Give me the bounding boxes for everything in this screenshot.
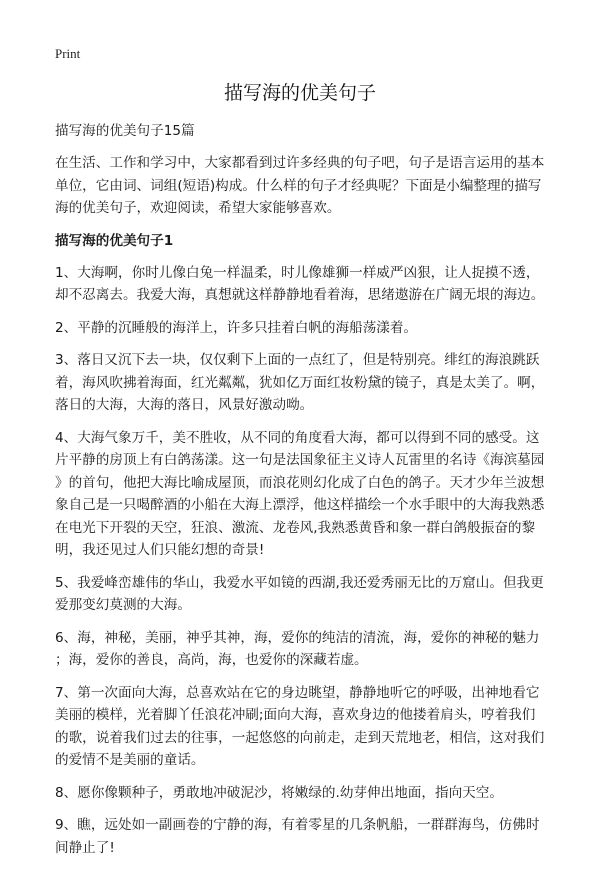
text-line: 4、大海气象万千，美不胜收，从不同的角度看大海，都可以得到不同的感受。这 <box>55 429 540 446</box>
text-line: 着，海风吹拂着海面，红光粼粼，犹如亿万面红妆粉黛的镜子，真是太美了。啊， <box>55 374 545 391</box>
text-line: ；海，爱你的善良，高尚，海，也爱你的深藏若虚。 <box>55 652 368 668</box>
page-title: 描写海的优美句子 <box>223 82 376 104</box>
document-body <box>55 120 575 869</box>
sentence-item <box>55 682 575 772</box>
print-link[interactable]: Print <box>55 46 81 61</box>
sentence-item <box>55 427 575 562</box>
text-line: 却不忍离去。我爱大海，真想就这样静静地看着海，思绪遨游在广阔无垠的海边。 <box>55 287 545 303</box>
text-line: 的歌，说着我们过去的往事，一起悠悠的向前走，走到天荒地老，相信，这对我们 <box>55 729 545 746</box>
sentence-item <box>55 627 575 672</box>
sentence-list <box>55 262 575 860</box>
text-line: 间静止了! <box>55 839 115 856</box>
sentence-item <box>55 782 575 805</box>
text-line: 片平静的房顶上有白鸽荡漾。这一句是法国象征主义诗人瓦雷里的名诗《海滨墓园 <box>55 452 545 468</box>
text-line: 3、落日又沉下去一块，仅仅剩下上面的一点红了，但是特别亮。绯红的海浪跳跃 <box>55 352 540 368</box>
text-line: 在电光下开裂的天空，狂浪、激流、龙卷风,我熟悉黄昏和象一群白鸽般振奋的黎 <box>55 519 536 536</box>
text-line: 》的首句，他把大海比喻成屋顶，而浪花则幻化成了白色的鸽子。天才少年兰波想 <box>55 474 545 491</box>
sentence-item <box>55 814 575 859</box>
text-line: 落日的大海，大海的落日，风景好激动呦。 <box>55 397 314 413</box>
subtitle: 描写海的优美句子15篇 <box>55 123 195 139</box>
text-line: 海的优美句子，欢迎阅读，希望大家能够喜欢。 <box>55 200 341 216</box>
text-line: 7、第一次面向大海，总喜欢站在它的身边眺望，静静地听它的呼吸，出神地看它 <box>55 684 540 701</box>
text-line: 6、海，神秘，美丽，神乎其神，海，爱你的纯洁的清流，海，爱你的神秘的魅力 <box>55 629 540 646</box>
text-line: 9、瞧，远处如一副画卷的宁静的海，有着零星的几条帆船，一群群海鸟，仿佛时 <box>55 817 540 833</box>
sentence-item <box>55 317 575 340</box>
section-heading: 描写海的优美句子1 <box>55 232 174 249</box>
text-line: 美丽的模样，光着脚丫任浪花冲刷;面向大海，喜欢身边的他搂着肩头，哼着我们 <box>55 707 536 723</box>
sentence-item <box>55 572 575 617</box>
text-line: 5、我爱峰峦雄伟的华山，我爱水平如镜的西湖,我还爱秀丽无比的万窟山。但我更 <box>55 574 544 591</box>
sentence-item <box>55 349 575 417</box>
text-line: 爱那变幻莫测的大海。 <box>55 597 191 613</box>
text-line: 单位，它由词、词组(短语)构成。什么样的句子才经典呢？下面是小编整理的描写 <box>55 177 542 194</box>
sentence-item <box>55 262 575 307</box>
intro-paragraph <box>55 152 575 220</box>
text-line: 8、愿你像颗种子，勇敢地冲破泥沙，将嫩绿的.幼芽伸出地面，指向天空。 <box>55 784 503 801</box>
text-line: 1、大海啊，你时儿像白兔一样温柔，时儿像雄狮一样威严凶狠，让人捉摸不透， <box>55 264 540 281</box>
text-line: 明，我还见过人们只能幻想的奇景! <box>55 542 265 558</box>
text-line: 2、平静的沉睡般的海洋上，许多只挂着白帆的海船荡漾着。 <box>55 319 418 336</box>
text-line: 象自己是一只喝醉酒的小船在大海上漂浮，他这样描绘一个水手眼中的大海我熟悉 <box>55 497 545 513</box>
text-line: 的爱情不是美丽的童话。 <box>55 752 205 768</box>
text-line: 在生活、工作和学习中，大家都看到过许多经典的句子吧，句子是语言运用的基本 <box>55 155 545 171</box>
